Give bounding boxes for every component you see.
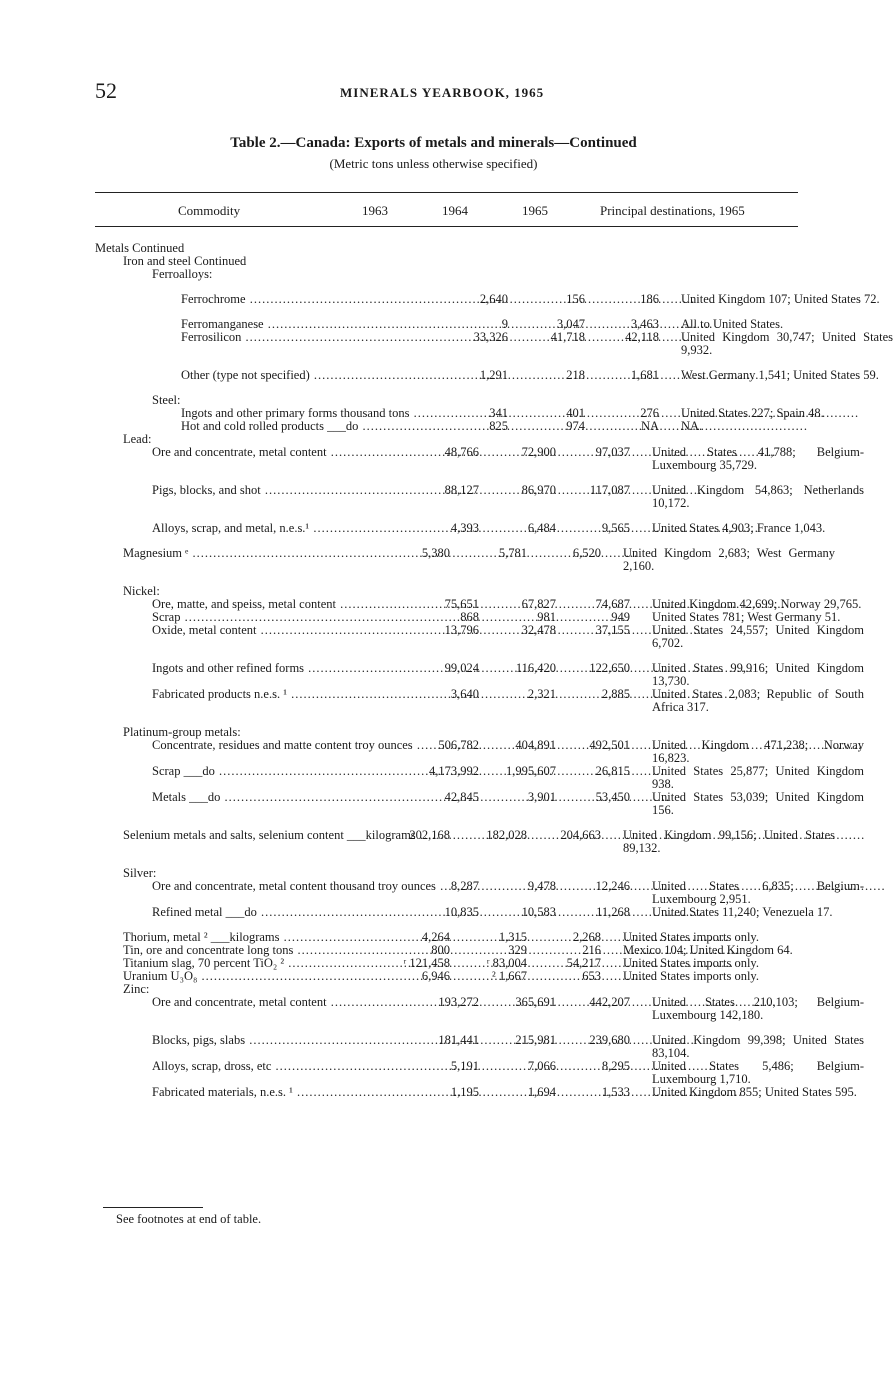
commodity-label: Lead: [123, 432, 152, 446]
commodity-label: Fabricated products n.e.s. ¹ ..... [152, 688, 402, 701]
value-1964: 401 [566, 406, 585, 420]
value-1964: ² 1,667 [492, 969, 527, 983]
value-1964: 365,691 [515, 995, 556, 1009]
value-1963: 800 [431, 943, 450, 957]
commodity-label: Tin, ore and concentrate long tons ..... [123, 944, 373, 957]
header-bottom-rule [95, 226, 798, 227]
destinations-cell: United States 4,903; France 1,043. [652, 521, 826, 535]
value-1964: 981 [537, 610, 556, 624]
value-1964: 86,970 [521, 483, 556, 497]
value-1963: 1,195 [450, 1085, 479, 1099]
commodity-cell [95, 1060, 402, 1086]
commodity-cell [95, 446, 402, 472]
destinations-cell: United States 24,557; United Kingdom 6,702. [652, 623, 864, 650]
table-row [95, 1033, 864, 1060]
table-row [95, 330, 893, 357]
page-number: 52 [95, 78, 117, 103]
commodity-cell [95, 484, 402, 510]
destinations-cell [652, 268, 864, 281]
commodity-label: Metals Continued [95, 241, 185, 255]
data-table [95, 241, 893, 1111]
header-1964: 1964 [442, 203, 468, 218]
value-1964: 41,718 [550, 330, 585, 344]
commodity-label: Zinc: [123, 982, 150, 996]
value-1965: 949 [611, 610, 630, 624]
commodity-cell [95, 369, 431, 382]
commodity-cell [95, 331, 431, 357]
commodity-cell [95, 828, 416, 855]
table-row [95, 661, 864, 688]
commodity-cell [95, 547, 373, 573]
destinations-cell: United States imports only. [623, 969, 759, 983]
destinations-cell: Mexico 104; United Kingdom 64. [623, 943, 793, 957]
value-1963: 9 [501, 317, 508, 331]
value-1964 [479, 268, 556, 281]
value-1965: 186 [640, 292, 659, 306]
value-1965: 6,520 [572, 546, 601, 560]
destinations-cell: United States imports only. [623, 930, 759, 944]
value-1963: 10,835 [444, 905, 479, 919]
destinations-cell: NA. [681, 419, 703, 433]
value-1964: 32,478 [521, 623, 556, 637]
value-1963: 4,264 [421, 930, 450, 944]
value-1963: 868 [460, 610, 479, 624]
commodity-label: Ingots and other refined forms ..... [152, 662, 402, 675]
value-1964: 218 [566, 368, 585, 382]
value-1964: 72,900 [521, 445, 556, 459]
value-1963: 48,766 [444, 445, 479, 459]
value-1964: 6,484 [527, 521, 556, 535]
destinations-cell: United States 11,240; Venezuela 17. [652, 905, 833, 919]
table-row [95, 738, 864, 765]
commodity-cell [95, 268, 402, 281]
commodity-label: Titanium slag, 70 percent TiO₂ ² ..... [123, 957, 373, 970]
table-row [95, 764, 864, 791]
value-1964: 1,995,607 [506, 764, 556, 778]
table-row [95, 483, 864, 510]
commodity-cell [95, 996, 402, 1022]
value-1964: 3,047 [556, 317, 585, 331]
value-1965: 37,155 [595, 623, 630, 637]
value-1963 [373, 255, 450, 268]
destinations-cell: United States 781; West Germany 51. [652, 610, 841, 624]
commodity-cell [95, 738, 413, 765]
value-1963: 4,173,992 [429, 764, 479, 778]
table-row [95, 368, 879, 382]
commodity-label: Ferromanganese ..... [181, 318, 431, 331]
value-1964: 2,321 [527, 687, 556, 701]
commodity-cell [95, 624, 402, 650]
value-1963: 5,191 [450, 1059, 479, 1073]
value-1963: 75,651 [444, 597, 479, 611]
table-row [95, 546, 835, 573]
value-1965: 216 [582, 943, 601, 957]
commodity-cell [95, 688, 402, 714]
commodity-cell [95, 662, 402, 688]
destinations-cell: United States 53,039; United Kingdom 156. [652, 790, 864, 817]
commodity-label: Nickel: [123, 584, 160, 598]
destinations-cell: United States 99,916; United Kingdom 13,730. [652, 661, 864, 688]
table-row [95, 1085, 857, 1099]
value-1964: 1,315 [498, 930, 527, 944]
commodity-label: Refined metal ___do ..... [152, 906, 402, 919]
value-1964: 182,028 [486, 828, 527, 842]
value-1965: 53,450 [595, 790, 630, 804]
value-1964: 156 [566, 292, 585, 306]
destinations-cell: United Kingdom 471,238; Norway 16,823. [652, 738, 864, 765]
commodity-label: Ferrosilicon ..... [181, 331, 431, 344]
value-1963: 2,640 [479, 292, 508, 306]
commodity-cell [95, 1086, 402, 1099]
value-1965 [499, 242, 573, 255]
commodity-label: Oxide, metal content ..... [152, 624, 402, 637]
destinations-cell: West Germany 1,541; United States 59. [681, 368, 879, 382]
commodity-cell [95, 879, 436, 906]
value-1965 [556, 268, 630, 281]
table-row [95, 445, 864, 472]
table-row [95, 995, 864, 1022]
header-commodity: Commodity [178, 203, 241, 218]
commodity-label: Ingots and other primary forms thousand tons ..... [181, 407, 431, 420]
commodity-label: Silver: [123, 866, 157, 880]
value-1965: 2,885 [601, 687, 630, 701]
table-row [95, 905, 833, 919]
commodity-label: Metals ___do ..... [152, 791, 402, 804]
value-1964: 67,827 [521, 597, 556, 611]
destinations-cell: United Kingdom 2,683; West Germany 2,160. [623, 546, 835, 573]
destinations-cell: United Kingdom 855; United States 595. [652, 1085, 857, 1099]
value-1963: 8,287 [450, 879, 479, 893]
commodity-label: Concentrate, residues and matte content troy ounces ..... [152, 739, 402, 752]
value-1963: 6,946 [421, 969, 450, 983]
commodity-label: Fabricated materials, n.e.s. ¹ ..... [152, 1086, 402, 1099]
value-1963: 99,024 [444, 661, 479, 675]
value-1965: 653 [582, 969, 601, 983]
value-1965: 204,663 [560, 828, 601, 842]
value-1965: 492,501 [589, 738, 630, 752]
destinations-cell: United States 227; Spain 48. [681, 406, 824, 420]
destinations-cell: United States 6,835; Belgium-Luxembourg 2,951. [652, 879, 864, 906]
value-1965: 276 [640, 406, 659, 420]
commodity-label: Platinum-group metals: [123, 725, 241, 739]
table-subtitle: (Metric tons unless otherwise specified) [329, 156, 538, 171]
table-row [95, 268, 815, 281]
value-1963: 181,441 [438, 1033, 479, 1047]
destinations-cell: United States 25,877; United Kingdom 938. [652, 764, 864, 791]
commodity-label: Ferrochrome ..... [181, 293, 431, 306]
commodity-cell [95, 522, 402, 535]
value-1964: 974 [566, 419, 585, 433]
commodity-label: Ore, matte, and speiss, metal content ..... [152, 598, 402, 611]
value-1963: 506,782 [438, 738, 479, 752]
value-1964: 3,901 [527, 790, 556, 804]
commodity-label: Iron and steel Continued [123, 254, 247, 268]
destinations-cell: All to United States. [681, 317, 784, 331]
destinations-cell: United Kingdom 99,398; United States 83,104. [652, 1033, 864, 1060]
value-1965: 26,815 [595, 764, 630, 778]
value-1964: 1,694 [527, 1085, 556, 1099]
value-1963: 13,796 [444, 623, 479, 637]
value-1963: 341 [489, 406, 508, 420]
value-1963: ʳ 121,458 [403, 956, 450, 970]
header-1963: 1963 [362, 203, 388, 218]
value-1964: 404,891 [515, 738, 556, 752]
destinations-cell: United Kingdom 99,156; United States 89,132. [623, 828, 835, 855]
table-row [95, 879, 864, 906]
value-1964: 10,583 [521, 905, 556, 919]
value-1964: 329 [508, 943, 527, 957]
value-1965: 11,268 [596, 905, 630, 919]
commodity-cell [95, 791, 402, 817]
commodity-label: Thorium, metal ² ___kilograms ..... [123, 931, 373, 944]
commodity-label: Scrap ..... [152, 611, 402, 624]
value-1965: 1,533 [601, 1085, 630, 1099]
commodity-cell [95, 293, 431, 306]
commodity-label: Scrap ___do ..... [152, 765, 402, 778]
table-row [95, 420, 815, 433]
commodity-label: Hot and cold rolled products ___do ..... [181, 420, 431, 433]
value-1963: 33,326 [473, 330, 508, 344]
value-1963 [402, 268, 479, 281]
value-1965: 9,565 [601, 521, 630, 535]
value-1965: 122,650 [589, 661, 630, 675]
value-1964: ʳ 83,004 [486, 956, 527, 970]
commodity-label: Alloys, scrap, and metal, n.e.s.¹ ..... [152, 522, 402, 535]
value-1963: 4,393 [450, 521, 479, 535]
value-1964: 5,781 [498, 546, 527, 560]
value-1964: 215,981 [515, 1033, 556, 1047]
destinations-cell: United States 41,788; Belgium-Luxembourg 35,729. [652, 445, 864, 472]
commodity-label: Ore and concentrate, metal content ..... [152, 996, 402, 1009]
destinations-cell: United Kingdom 42,699; Norway 29,765. [652, 597, 862, 611]
commodity-cell [95, 765, 402, 791]
commodity-label: Selenium metals and salts, selenium content ___kilograms ..... [123, 829, 373, 842]
value-1964: 116,420 [515, 661, 556, 675]
commodity-label: Steel: [152, 393, 181, 407]
value-1964: 7,066 [527, 1059, 556, 1073]
table-row [95, 521, 826, 535]
value-1963: 1,291 [479, 368, 508, 382]
commodity-label: Other (type not specified) ..... [181, 369, 431, 382]
value-1965: NA [640, 419, 659, 433]
table-title: Table 2.—Canada: Exports of metals and minerals—Continued [230, 135, 637, 151]
table-row [95, 970, 815, 983]
value-1963: 193,272 [438, 995, 479, 1009]
destinations-cell: United States 2,083; Republic of South Africa 317. [652, 687, 864, 714]
commodity-label: Ore and concentrate, metal content ..... [152, 446, 402, 459]
commodity-label: Ore and concentrate, metal content thousand troy ounces ..... [152, 880, 402, 893]
footnote: See footnotes at end of table. [116, 1212, 262, 1226]
commodity-label: Uranium U₃O₈ ..... [123, 970, 373, 983]
table-row [95, 687, 864, 714]
value-1963: 825 [489, 419, 508, 433]
value-1965: 442,207 [589, 995, 630, 1009]
running-head: MINERALS YEARBOOK, 1965 [340, 85, 545, 100]
commodity-label: Alloys, scrap, dross, etc ..... [152, 1060, 402, 1073]
table-row [95, 1059, 864, 1086]
commodity-label: Magnesium ᵉ ..... [123, 547, 373, 560]
value-1965: 54,217 [566, 956, 601, 970]
header-destinations: Principal destinations, 1965 [600, 203, 745, 218]
destinations-cell: United States 5,486; Belgium-Luxembourg 1,710. [652, 1059, 864, 1086]
destinations-cell: United States 210,103; Belgium-Luxembourg 142,180. [652, 995, 864, 1022]
value-1965: 2,268 [572, 930, 601, 944]
value-1965: 8,295 [601, 1059, 630, 1073]
table-row [95, 623, 864, 650]
commodity-label: Blocks, pigs, slabs ..... [152, 1034, 402, 1047]
value-1963: 3,640 [450, 687, 479, 701]
value-1963: 202,168 [409, 828, 450, 842]
value-1965: 42,118 [625, 330, 659, 344]
value-1964 [422, 242, 499, 255]
table-row [95, 292, 880, 306]
value-1965: 74,687 [595, 597, 630, 611]
value-1965: 3,463 [630, 317, 659, 331]
commodity-cell [95, 1034, 402, 1060]
destinations-cell [595, 242, 807, 255]
destinations-cell: United Kingdom 107; United States 72. [681, 292, 880, 306]
destinations-cell: United States imports only. [623, 956, 759, 970]
value-1963 [345, 242, 422, 255]
value-1964: 9,478 [527, 879, 556, 893]
value-1963: 5,380 [421, 546, 450, 560]
commodity-label: Ferroalloys: [152, 267, 213, 281]
value-1963: 88,127 [444, 483, 479, 497]
table-row [95, 828, 835, 855]
value-1965: 239,680 [589, 1033, 630, 1047]
destinations-cell [623, 255, 835, 268]
value-1964 [450, 255, 527, 268]
table-row [95, 790, 864, 817]
destinations-cell: United Kingdom 30,747; United States 9,932. [681, 330, 893, 357]
table-top-rule [95, 192, 798, 193]
commodity-cell [95, 255, 373, 268]
value-1965: 12,246 [595, 879, 630, 893]
commodity-cell [95, 906, 402, 919]
value-1965: 1,681 [630, 368, 659, 382]
header-1965: 1965 [522, 203, 548, 218]
footnote-rule [103, 1207, 203, 1208]
value-1965: 97,037 [595, 445, 630, 459]
value-1965 [527, 255, 601, 268]
value-1963: 42,845 [444, 790, 479, 804]
value-1965: 117,087 [589, 483, 630, 497]
destinations-cell: United Kingdom 54,863; Netherlands 10,172. [652, 483, 864, 510]
commodity-label: Pigs, blocks, and shot ..... [152, 484, 402, 497]
